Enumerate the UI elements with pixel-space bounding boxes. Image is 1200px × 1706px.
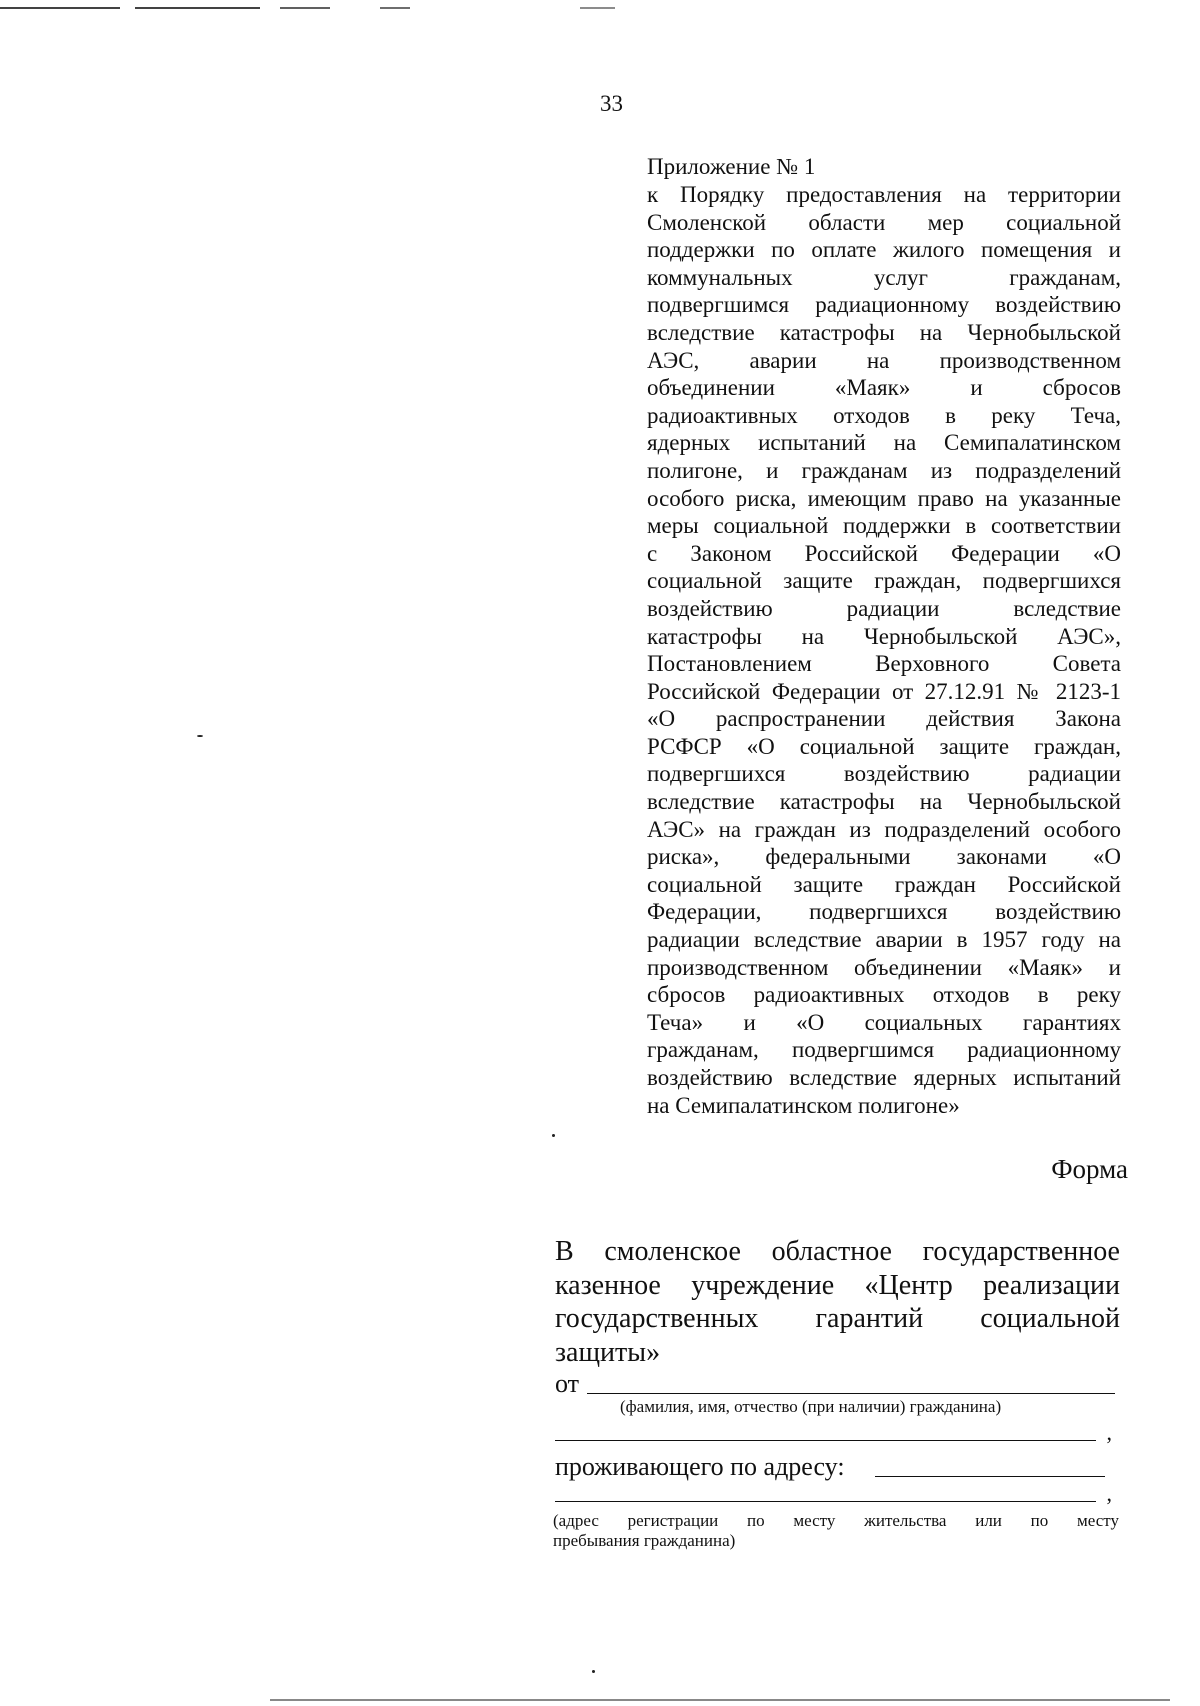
- address-label: проживающего по адресу:: [555, 1452, 845, 1481]
- addressee-line: государственных гарантий социальной: [555, 1303, 1120, 1334]
- appendix-line: воздействию радиации вследствие: [647, 595, 1121, 621]
- from-field: [555, 1368, 1115, 1400]
- form-label: Форма: [1051, 1154, 1128, 1184]
- appendix-line: Смоленской области мер социальной: [647, 209, 1121, 235]
- appendix-line: особого риска, имеющим право на указанные: [647, 485, 1121, 511]
- name-hint: (фамилия, имя, отчество (при наличии) гражданина): [620, 1397, 1002, 1416]
- page-number: 33: [600, 91, 623, 116]
- addressee-line: казенное учреждение «Центр реализации: [555, 1269, 1120, 1301]
- appendix-line: радиоактивных отходов в реку Теча,: [647, 402, 1121, 428]
- appendix-line: подвергшимся радиационному воздействию: [647, 292, 1121, 318]
- appendix-line: ядерных испытаний на Семипалатинском: [647, 430, 1121, 456]
- appendix-line: «О распространении действия Закона: [647, 706, 1121, 732]
- appendix-line: вследствие катастрофы на Чернобыльской: [647, 319, 1121, 345]
- appendix-line: полигоне, и гражданам из подразделений: [647, 457, 1121, 483]
- appendix-description: [647, 181, 1121, 1119]
- appendix-line: воздействию вследствие ядерных испытаний: [647, 1065, 1121, 1090]
- appendix-line: меры социальной поддержки в соответствии: [647, 513, 1121, 539]
- appendix-line: Федерации, подвергшихся воздействию: [647, 899, 1121, 925]
- appendix-title: Приложение № 1: [647, 154, 816, 179]
- from-name-blank[interactable]: [587, 1393, 1115, 1394]
- appendix-line: Российской Федерации от 27.12.91 № 2123-1: [647, 678, 1121, 704]
- appendix-line: катастрофы на Чернобыльской АЭС»,: [647, 623, 1121, 649]
- address-hint-line: пребывания гражданина): [553, 1531, 736, 1550]
- appendix-line: к Порядку предоставления на территории: [647, 182, 1121, 207]
- addressee-line: защиты»: [555, 1336, 661, 1368]
- appendix-line: производственном объединении «Маяк» и: [647, 954, 1121, 980]
- appendix-line: коммунальных услуг гражданам,: [647, 264, 1121, 290]
- name-comma: ,: [1106, 1420, 1112, 1445]
- appendix-line: АЭС» на граждан из подразделений особого: [647, 816, 1121, 842]
- address-hint: [553, 1511, 1119, 1551]
- appendix-line: вследствие катастрофы на Чернобыльской: [647, 789, 1121, 815]
- appendix-line: Постановлением Верховного Совета: [647, 651, 1121, 677]
- from-label: от: [555, 1369, 580, 1398]
- appendix-line: на Семипалатинском полигоне»: [647, 1092, 960, 1118]
- address-continuation-blank[interactable]: [555, 1501, 1096, 1502]
- addressee-line: В смоленское областное государственное: [555, 1236, 1120, 1267]
- addressee-block: [555, 1235, 1120, 1369]
- scan-speck: [552, 1134, 555, 1137]
- address-comma: ,: [1106, 1481, 1112, 1506]
- appendix-line: сбросов радиоактивных отходов в реку: [647, 982, 1121, 1008]
- appendix-line: с Законом Российской Федерации «О: [647, 540, 1121, 566]
- address-continuation-field: [555, 1482, 1112, 1506]
- address-field: [555, 1450, 1105, 1484]
- appendix-line: поддержки по оплате жилого помещения и: [647, 237, 1121, 263]
- name-continuation-field: [555, 1421, 1112, 1445]
- appendix-line: РСФСР «О социальной защите граждан,: [647, 733, 1121, 759]
- appendix-line: социальной защите граждан Российской: [647, 871, 1121, 897]
- appendix-line: гражданам, подвергшимся радиационному: [647, 1037, 1121, 1063]
- appendix-header: [647, 153, 1121, 1119]
- appendix-line: Теча» и «О социальных гарантиях: [647, 1009, 1121, 1035]
- address-hint-line: (адрес регистрации по месту жительства или по месту: [553, 1511, 1119, 1530]
- scan-artifact-bottom: [270, 1699, 1170, 1701]
- appendix-line: подвергшихся воздействию радиации: [647, 761, 1121, 787]
- appendix-line: социальной защите граждан, подвергшихся: [647, 568, 1121, 594]
- scan-speck: [592, 1670, 595, 1673]
- name-continuation-blank[interactable]: [555, 1440, 1096, 1441]
- appendix-line: радиации вследствие аварии в 1957 году на: [647, 927, 1121, 953]
- appendix-line: риска», федеральными законами «О: [647, 844, 1121, 870]
- scan-artifact-top: [0, 7, 620, 9]
- scan-speck: [197, 735, 203, 737]
- appendix-line: АЭС, аварии на производственном: [647, 347, 1121, 373]
- appendix-line: объединении «Маяк» и сбросов: [647, 375, 1121, 401]
- address-blank[interactable]: [875, 1476, 1105, 1477]
